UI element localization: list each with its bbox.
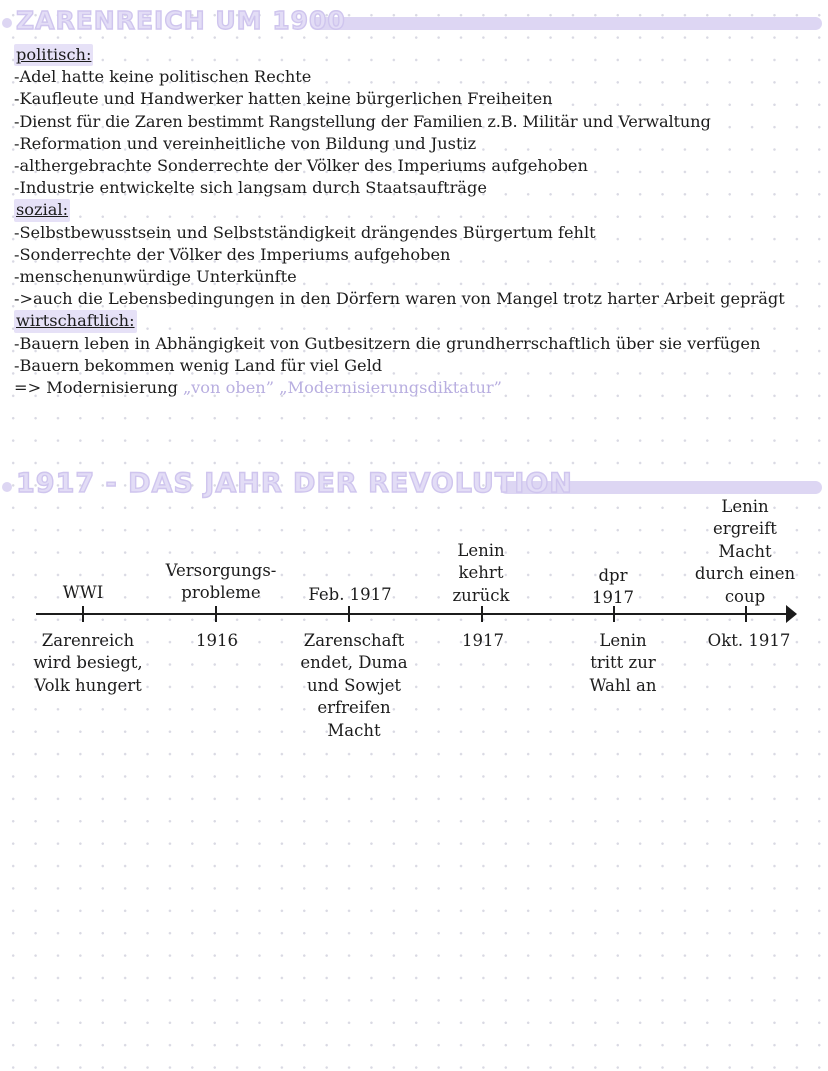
timeline-event-bottom: 1917 bbox=[462, 631, 504, 650]
timeline-event-top: WWI bbox=[62, 583, 104, 602]
note-line: -Bauern leben in Abhängigkeit von Gutbesitzern die grundherrschaftlich über sie verfügen bbox=[14, 333, 761, 353]
note-line: -Kaufleute und Handwerker hatten keine bürgerlichen Freiheiten bbox=[14, 89, 553, 109]
note-line: -Sonderrechte der Völker des Imperiums aufgehoben bbox=[14, 244, 451, 264]
timeline-tick bbox=[215, 606, 217, 622]
timeline-tick bbox=[745, 606, 747, 622]
note-line: -Bauern bekommen wenig Land für viel Geld bbox=[14, 355, 383, 375]
note-line: -menschenunwürdige Unterkünfte bbox=[14, 267, 297, 287]
conclusion-line bbox=[14, 377, 819, 399]
timeline-event-bottom: 1916 bbox=[196, 631, 238, 650]
notes-zarenreich bbox=[14, 44, 819, 399]
timeline-event-top: Versorgungs- probleme bbox=[165, 561, 277, 603]
timeline-event-bottom: Okt. 1917 bbox=[707, 631, 791, 650]
timeline-event-bottom: Zarenreich wird besiegt, Volk hungert bbox=[33, 631, 143, 695]
timeline-tick bbox=[82, 606, 84, 622]
note-line: -Dienst für die Zaren bestimmt Rangstellung der Familien z.B. Militär und Verwaltung bbox=[14, 111, 711, 131]
conclusion-prefix: => Modernisierung bbox=[14, 378, 178, 398]
timeline-event-top: Lenin ergreift Macht durch einen coup bbox=[694, 497, 796, 606]
timeline-1917 bbox=[0, 490, 828, 760]
timeline-tick bbox=[348, 606, 350, 622]
note-line: -althergebrachte Sonderrechte der Völker des Imperiums aufgehoben bbox=[14, 156, 588, 176]
timeline-event-bottom: Zarenschaft endet, Duma und Sowjet erfreifen Macht bbox=[300, 631, 408, 740]
timeline-event-top: Lenin kehrt zurück bbox=[452, 541, 510, 605]
note-line: -Industrie entwickelte sich langsam durch Staatsaufträge bbox=[14, 178, 487, 198]
section-title-zarenreich: ZARENREICH UM 1900 bbox=[16, 6, 346, 35]
timeline-tick bbox=[481, 606, 483, 622]
timeline-event-bottom: Lenin tritt zur Wahl an bbox=[589, 631, 657, 695]
heading-underline-bar bbox=[310, 17, 822, 30]
timeline-event-top: dpr 1917 bbox=[592, 566, 634, 608]
note-line: -Adel hatte keine politischen Rechte bbox=[14, 67, 312, 87]
conclusion-quote: „von oben” „Modernisierungsdiktatur” bbox=[177, 378, 502, 398]
note-line: ->auch die Lebensbedingungen in den Dörfern waren von Mangel trotz harter Arbeit geprägt bbox=[14, 289, 785, 309]
note-line: -Selbstbewusstsein und Selbstständigkeit drängendes Bürgertum fehlt bbox=[14, 222, 596, 242]
category-label-sozial: sozial: bbox=[14, 199, 70, 221]
category-label-politisch: politisch: bbox=[14, 44, 93, 66]
heading-bullet-dot bbox=[2, 18, 12, 28]
category-label-wirtschaftlich: wirtschaftlich: bbox=[14, 310, 137, 332]
timeline-axis bbox=[36, 613, 786, 615]
section-title-revolution: 1917 - DAS JAHR DER REVOLUTION bbox=[16, 468, 573, 499]
timeline-event-top: Feb. 1917 bbox=[308, 585, 392, 604]
note-line: -Reformation und vereinheitliche von Bildung und Justiz bbox=[14, 133, 477, 153]
heading-zarenreich bbox=[0, 4, 828, 44]
